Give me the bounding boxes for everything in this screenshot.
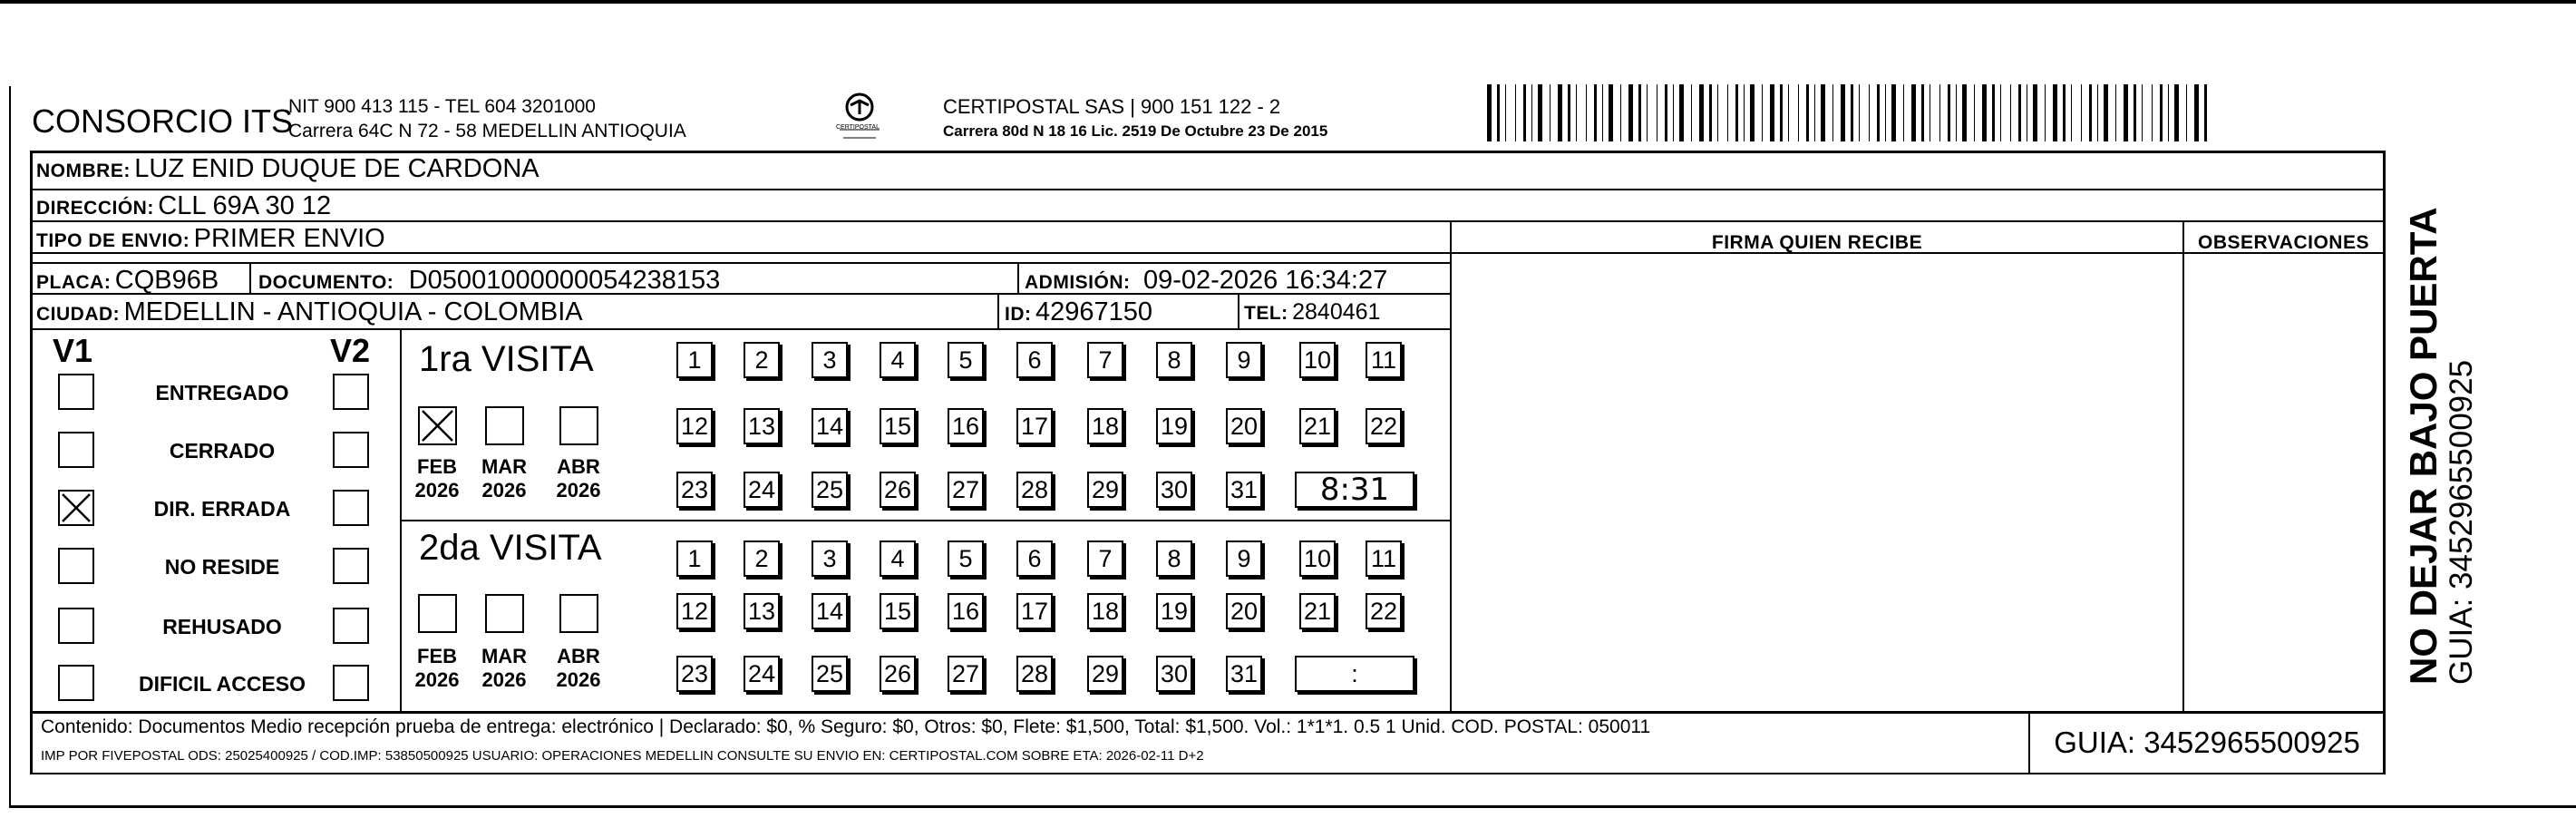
nombre-row	[36, 154, 540, 184]
barcode-bar	[1869, 84, 1870, 141]
day-box[interactable]: 20	[1226, 408, 1262, 444]
day-box[interactable]: 14	[812, 593, 848, 629]
day-box[interactable]: 6	[1016, 540, 1053, 577]
barcode-bar	[1691, 84, 1692, 141]
barcode-bar	[1806, 84, 1809, 141]
barcode-bar	[1814, 84, 1815, 141]
time-box[interactable]: :	[1295, 656, 1414, 692]
col-line	[1238, 293, 1239, 328]
company-line2: Carrera 64C N 72 - 58 MEDELLIN ANTIOQUIA	[288, 121, 686, 141]
month-checkbox[interactable]	[559, 594, 598, 633]
barcode-bar	[1939, 84, 1940, 141]
col-line	[1017, 262, 1019, 295]
year-label: 2026	[414, 479, 460, 502]
day-box[interactable]: 17	[1016, 593, 1053, 629]
col-line	[997, 293, 999, 328]
status-label: CERRADO	[169, 439, 276, 463]
day-box[interactable]: 10	[1299, 342, 1336, 378]
day-box[interactable]: 21	[1299, 593, 1336, 629]
day-box[interactable]: 16	[948, 593, 984, 629]
day-box[interactable]: 28	[1016, 472, 1053, 508]
logo-icon	[832, 91, 887, 145]
year-label: 2026	[556, 479, 601, 502]
status-label: ENTREGADO	[155, 381, 289, 404]
col-line	[1450, 220, 1452, 711]
status-v2-checkbox[interactable]	[333, 548, 369, 584]
day-box[interactable]: 5	[948, 540, 984, 577]
status-v1-checkbox[interactable]	[58, 374, 94, 410]
year-label: 2026	[556, 668, 601, 691]
day-box[interactable]: 20	[1226, 593, 1262, 629]
day-box[interactable]: 26	[880, 472, 916, 508]
second-visit-title: 2da VISITA	[419, 528, 602, 568]
year-label: 2026	[481, 668, 527, 691]
barcode-bar	[1647, 84, 1648, 141]
barcode-bar	[1885, 84, 1886, 141]
status-label: DIR. ERRADA	[153, 497, 291, 521]
barcode-bar	[2000, 84, 2001, 141]
tel-value: 2840461	[1292, 299, 1381, 325]
nombre-value: LUZ ENID DUQUE DE CARDONA	[134, 154, 540, 183]
status-label: DIFICIL ACCESO	[138, 672, 306, 696]
barcode-bar	[2194, 84, 2199, 141]
month-label: ABR	[557, 645, 600, 667]
side-no-dejar: NO DEJAR BAJO PUERTA	[2402, 207, 2445, 685]
barcode-bar	[1487, 84, 1492, 141]
col-line	[249, 262, 251, 295]
col-line	[2182, 220, 2184, 711]
barcode-bar	[2097, 84, 2098, 141]
barcode-bar	[2204, 84, 2207, 141]
row-line	[30, 220, 2385, 222]
admision-row	[1025, 266, 1387, 296]
id-label: ID:	[1005, 304, 1032, 325]
barcode-bar	[1859, 84, 1860, 141]
month-label: MAR	[481, 455, 528, 478]
barcode-bar	[2142, 84, 2143, 141]
barcode-bar	[1962, 84, 1967, 141]
day-box[interactable]: 8	[1156, 540, 1192, 577]
day-box[interactable]: 25	[812, 656, 848, 692]
barcode-bar	[1568, 84, 1570, 141]
placa-label: PLACA:	[36, 272, 112, 293]
barcode-bar	[2063, 84, 2066, 141]
row-line	[30, 189, 2385, 190]
day-box[interactable]: 13	[744, 593, 780, 629]
tipo-value: PRIMER ENVIO	[193, 224, 385, 253]
month-checkbox[interactable]	[485, 594, 524, 633]
month-checkbox[interactable]	[418, 594, 457, 633]
barcode-bar	[1602, 84, 1603, 141]
barcode-bar	[1798, 84, 1799, 141]
placa-value: CQB96B	[114, 266, 219, 295]
year-label: 2026	[481, 479, 527, 502]
top-border	[0, 0, 2576, 4]
barcode-bar	[1665, 84, 1667, 141]
barcode-bar	[1903, 84, 1904, 141]
nombre-label: NOMBRE:	[36, 161, 131, 181]
col-line	[2383, 151, 2386, 774]
barcode-bar	[2168, 84, 2169, 141]
barcode-bar	[1673, 84, 1674, 141]
status-v1-checkbox[interactable]	[58, 432, 94, 468]
status-v1-checkbox[interactable]	[58, 490, 94, 526]
barcode-bar	[1497, 84, 1500, 141]
month-label: ABR	[557, 455, 600, 478]
day-box[interactable]: 26	[880, 656, 916, 692]
footer-contenido: Contenido: Documentos Medio recepción prueba de entrega: electrónico | Declarado: $0, % Seguro: $0, Otros: $0, Flete: $1,500, Total: $1,500. Vol.: 1*1*1. 0.5 1 Unid. COD. POSTAL: 050011	[41, 716, 1651, 737]
v2-header: V2	[330, 332, 371, 369]
row-line	[400, 520, 1452, 521]
logo-text: CERTIPOSTAL	[836, 124, 880, 131]
footer-imp: IMP POR FIVEPOSTAL ODS: 25025400925 / COD.IMP: 53850500925 USUARIO: OPERACIONES MEDELLIN CONSULTE SU ENVIO EN: CERTIPOSTAL.COM SOBRE ETA: 2026-02-11 D+2	[41, 748, 1204, 764]
day-box[interactable]: 16	[948, 408, 984, 444]
barcode-bar	[1832, 84, 1833, 141]
company-name: CONSORCIO ITS	[32, 102, 294, 140]
day-box[interactable]: 30	[1156, 472, 1192, 508]
day-box[interactable]: 3	[812, 342, 848, 378]
barcode-bar	[1523, 84, 1526, 141]
barcode-bar	[1727, 84, 1728, 141]
barcode-bar	[1586, 84, 1587, 141]
day-box[interactable]: 9	[1226, 540, 1262, 577]
id-value: 42967150	[1035, 297, 1152, 326]
day-box[interactable]: 29	[1087, 656, 1123, 692]
id-row	[1005, 297, 1152, 327]
day-box[interactable]: 19	[1156, 408, 1192, 444]
barcode-bar	[1679, 84, 1684, 141]
company-info	[288, 94, 686, 143]
barcode-bar	[1638, 84, 1641, 141]
day-box[interactable]: 18	[1087, 593, 1123, 629]
day-box[interactable]: 15	[880, 408, 916, 444]
barcode-bar	[2010, 84, 2011, 141]
day-box[interactable]: 31	[1226, 656, 1262, 692]
barcode-bar	[2033, 84, 2037, 141]
left-border	[9, 86, 11, 806]
day-box[interactable]: 12	[676, 408, 713, 444]
day-box[interactable]: 23	[676, 656, 713, 692]
x-mark-icon	[60, 492, 92, 524]
status-v2-checkbox[interactable]	[333, 608, 369, 644]
day-box[interactable]: 5	[948, 342, 984, 378]
day-box[interactable]: 29	[1087, 472, 1123, 508]
barcode-bar	[2134, 84, 2136, 141]
month-label: MAR	[481, 645, 528, 667]
month-label: FEB	[417, 645, 457, 667]
status-v2-checkbox[interactable]	[333, 665, 369, 701]
day-box[interactable]: 15	[880, 593, 916, 629]
barcode-bar	[2124, 84, 2128, 141]
side-warning	[2403, 177, 2479, 685]
barcode-bar	[2053, 84, 2057, 141]
day-box[interactable]: 27	[948, 472, 984, 508]
observaciones-header: OBSERVACIONES	[2198, 232, 2369, 253]
day-box[interactable]: 22	[1366, 408, 1402, 444]
side-guia: GUIA: 3452965500925	[2444, 359, 2479, 685]
direccion-row	[36, 191, 331, 221]
barcode-bar	[1609, 84, 1613, 141]
barcode-bar	[1780, 84, 1783, 141]
firma-header: FIRMA QUIEN RECIBE	[1711, 232, 1923, 253]
day-box[interactable]: 6	[1016, 342, 1053, 378]
tel-label: TEL:	[1244, 303, 1288, 324]
day-box[interactable]: 3	[812, 540, 848, 577]
barcode-bar	[1948, 84, 1950, 141]
day-box[interactable]: 22	[1366, 593, 1402, 629]
direccion-value: CLL 69A 30 12	[158, 191, 332, 220]
documento-row	[258, 266, 720, 296]
month-checkbox[interactable]	[559, 406, 598, 445]
row-line	[30, 711, 2385, 714]
day-box[interactable]: 2	[744, 540, 780, 577]
certipostal-logo	[832, 91, 887, 145]
v1-header: V1	[53, 332, 93, 369]
day-box[interactable]: 7	[1087, 540, 1123, 577]
barcode-bar	[2071, 84, 2072, 141]
barcode-bar	[1891, 84, 1896, 141]
barcode-bar	[1974, 84, 1975, 141]
day-box[interactable]: 1	[676, 342, 713, 378]
day-box[interactable]: 21	[1299, 408, 1336, 444]
day-box[interactable]: 24	[744, 656, 780, 692]
barcode-bar	[2160, 84, 2163, 141]
day-box[interactable]: 31	[1226, 472, 1262, 508]
direccion-label: DIRECCIÓN:	[36, 198, 154, 219]
barcode-bar	[1515, 84, 1516, 141]
barcode-bar	[1788, 84, 1789, 141]
first-visit-title: 1ra VISITA	[419, 339, 594, 379]
barcode-bar	[1851, 84, 1853, 141]
day-box[interactable]: 7	[1087, 342, 1123, 378]
barcode-bar	[2081, 84, 2082, 141]
barcode-bar	[2115, 84, 2116, 141]
day-box[interactable]: 18	[1087, 408, 1123, 444]
year-label: 2026	[414, 668, 460, 691]
day-box[interactable]: 1	[676, 540, 713, 577]
barcode-bar	[2104, 84, 2108, 141]
day-box[interactable]: 23	[676, 472, 713, 508]
barcode-bar	[1750, 84, 1755, 141]
col-line	[30, 151, 33, 774]
barcode	[1487, 84, 2211, 141]
barcode-bar	[1877, 84, 1880, 141]
day-box[interactable]: 11	[1366, 342, 1402, 378]
barcode-bar	[1558, 84, 1562, 141]
status-v1-checkbox[interactable]	[58, 665, 94, 701]
day-box[interactable]: 4	[880, 342, 916, 378]
barcode-bar	[2089, 84, 2092, 141]
tipo-label: TIPO DE ENVIO:	[36, 230, 190, 251]
time-box[interactable]: 8:31	[1295, 472, 1414, 508]
day-box[interactable]: 11	[1366, 540, 1402, 577]
day-box[interactable]: 9	[1226, 342, 1262, 378]
status-v2-checkbox[interactable]	[333, 490, 369, 526]
barcode-bar	[1770, 84, 1774, 141]
barcode-bar	[1744, 84, 1745, 141]
row-line	[30, 328, 1452, 330]
barcode-bar	[1717, 84, 1718, 141]
status-label: REHUSADO	[162, 615, 282, 638]
status-v1-checkbox[interactable]	[58, 548, 94, 584]
barcode-bar	[1821, 84, 1825, 141]
admision-value: 09-02-2026 16:34:27	[1142, 266, 1388, 295]
row-line	[30, 262, 1452, 264]
barcode-bar	[1841, 84, 1845, 141]
tel-row	[1244, 299, 1380, 326]
status-v2-checkbox[interactable]	[333, 432, 369, 468]
row-line	[30, 773, 2385, 774]
col-line	[400, 328, 402, 711]
barcode-bar	[1699, 84, 1704, 141]
barcode-bar	[1956, 84, 1957, 141]
month-checkbox[interactable]	[485, 406, 524, 445]
bottom-border	[9, 805, 2576, 808]
barcode-image	[1487, 84, 2211, 141]
footer-guia: GUIA: 3452965500925	[2054, 725, 2360, 759]
status-v1-checkbox[interactable]	[58, 608, 94, 644]
barcode-bar	[1628, 84, 1633, 141]
day-box[interactable]: 12	[676, 593, 713, 629]
placa-row	[36, 266, 219, 296]
day-box[interactable]: 24	[744, 472, 780, 508]
day-box[interactable]: 25	[812, 472, 848, 508]
ciudad-label: CIUDAD:	[36, 304, 121, 325]
barcode-bar	[1762, 84, 1763, 141]
barcode-bar	[2174, 84, 2179, 141]
barcode-bar	[1538, 84, 1542, 141]
documento-label: DOCUMENTO:	[258, 272, 394, 293]
status-label: NO RESIDE	[164, 555, 280, 579]
barcode-bar	[1594, 84, 1597, 141]
month-checkbox[interactable]	[418, 406, 457, 445]
barcode-bar	[2018, 84, 2021, 141]
ciudad-row	[36, 297, 583, 327]
barcode-bar	[1992, 84, 1995, 141]
documento-value: D05001000000054238153	[408, 266, 721, 295]
day-box[interactable]: 30	[1156, 656, 1192, 692]
barcode-bar	[1709, 84, 1712, 141]
day-box[interactable]: 8	[1156, 342, 1192, 378]
day-box[interactable]: 2	[744, 342, 780, 378]
barcode-bar	[1735, 84, 1738, 141]
status-v2-checkbox[interactable]	[333, 374, 369, 410]
courier-line1: CERTIPOSTAL SAS | 900 151 122 - 2	[943, 95, 1281, 118]
courier-info	[943, 94, 1327, 143]
barcode-bar	[1982, 84, 1987, 141]
barcode-bar	[1576, 84, 1577, 141]
company-line1: NIT 900 413 115 - TEL 604 3201000	[288, 96, 596, 117]
col-line	[2028, 711, 2030, 773]
day-box[interactable]: 13	[744, 408, 780, 444]
barcode-bar	[2045, 84, 2046, 141]
day-box[interactable]: 4	[880, 540, 916, 577]
barcode-bar	[1531, 84, 1532, 141]
ciudad-value: MEDELLIN - ANTIOQUIA - COLOMBIA	[123, 297, 583, 326]
day-box[interactable]: 19	[1156, 593, 1192, 629]
barcode-bar	[1505, 84, 1506, 141]
barcode-bar	[1620, 84, 1621, 141]
x-mark-icon	[420, 408, 455, 443]
month-label: FEB	[417, 455, 457, 478]
row-line	[30, 151, 2385, 153]
day-box[interactable]: 28	[1016, 656, 1053, 692]
courier-line2: Carrera 80d N 18 16 Lic. 2519 De Octubre 23 De 2015	[943, 122, 1328, 140]
barcode-bar	[2186, 84, 2187, 141]
day-box[interactable]: 27	[948, 656, 984, 692]
admision-label: ADMISIÓN:	[1025, 272, 1131, 293]
day-box[interactable]: 10	[1299, 540, 1336, 577]
barcode-bar	[1921, 84, 1924, 141]
barcode-bar	[2152, 84, 2153, 141]
day-box[interactable]: 17	[1016, 408, 1053, 444]
tipo-row	[36, 224, 385, 254]
barcode-bar	[1911, 84, 1916, 141]
day-box[interactable]: 14	[812, 408, 848, 444]
